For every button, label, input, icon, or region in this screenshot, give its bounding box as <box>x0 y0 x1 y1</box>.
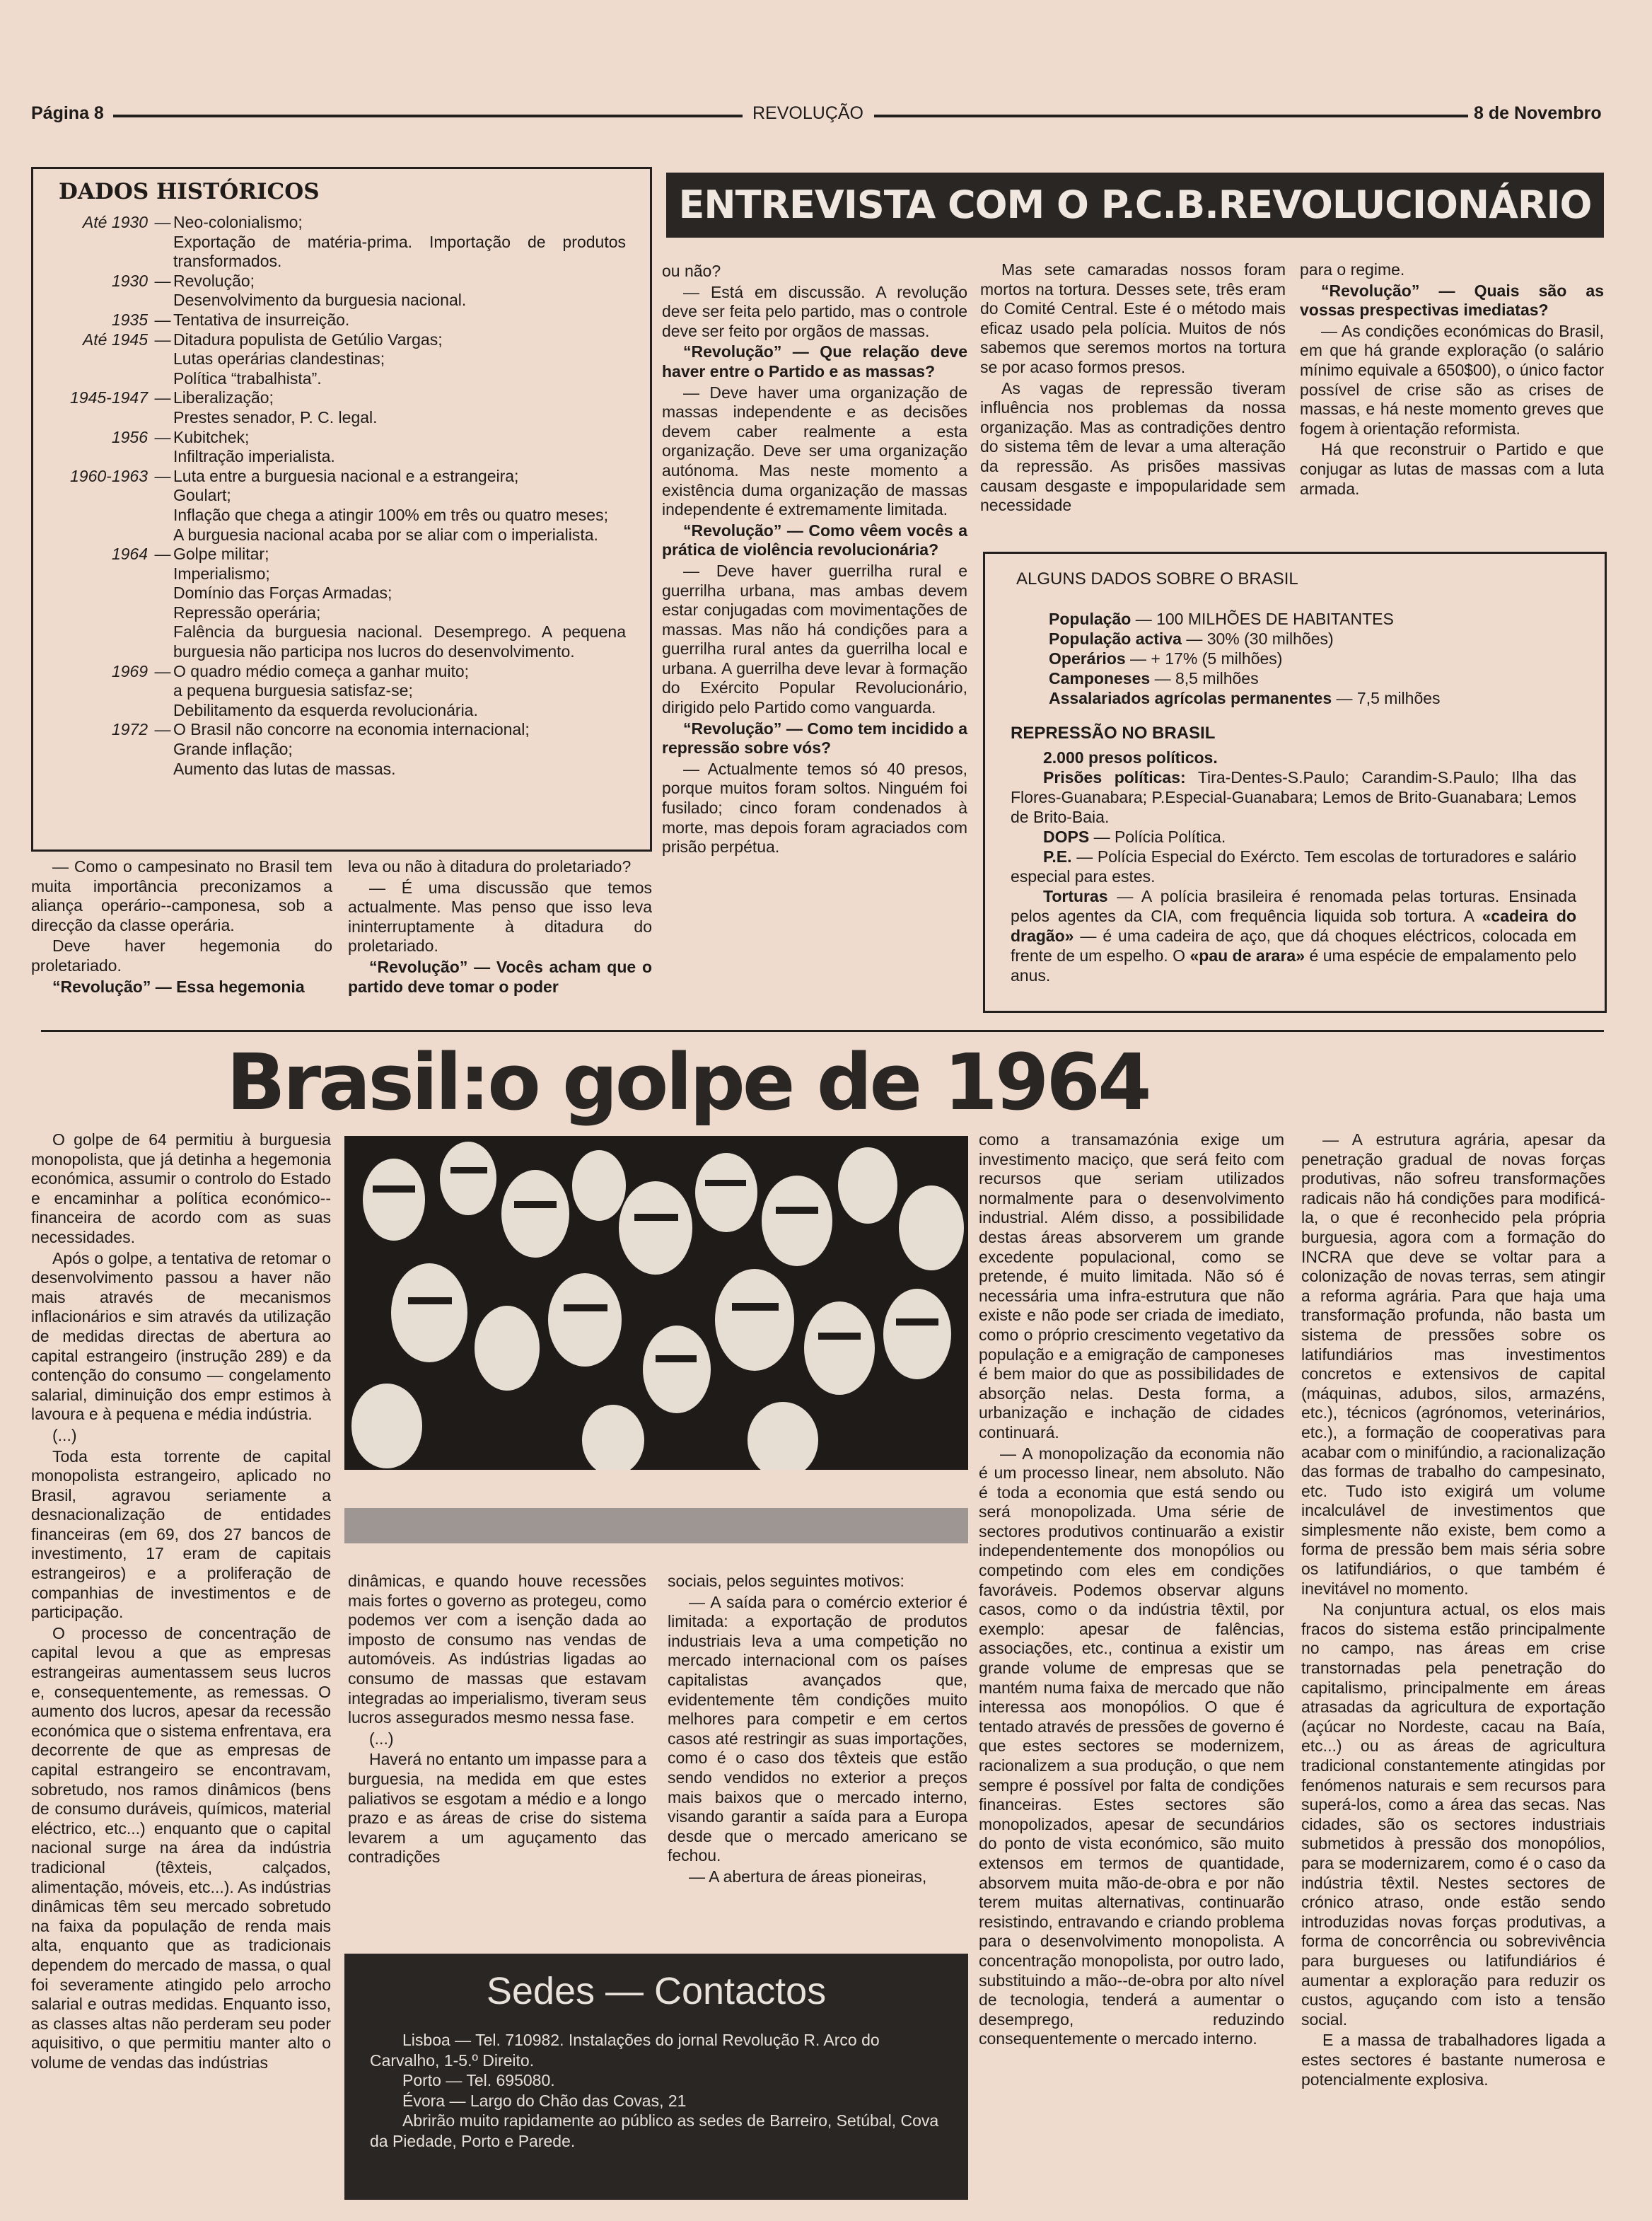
interview-paragraph: Deve haver hegemonia do proletariado. <box>31 936 332 975</box>
timeline-date: 1930 <box>111 271 148 290</box>
dops-text <box>1043 827 1226 847</box>
timeline-text <box>173 213 626 272</box>
coup-paragraph: — A monopolização da economia não é um processo linear, nem absoluto. Não é toda a economia que está sendo ou será monopolizada. Uma série de sectores produtivos continuarão a existir independentemente dos monopólios ou competindo com eles em condições favoráveis. Podemos observar alguns casos, como o da indústria têxtil, por exemplo: apesar de falências, associações, etc., continua a existir um grande volume de empresas que se mantém numa faixa de mercado que não interessa aos monopólios. O que é tentado através de pressões de governo é que estes sectores se modernizem, racionalizem a sua produção, o que nem sempre é possível por falta de condições financeiras. Estes sectores são monopolizados, apesar de secundários do ponto de vista económico, são muito extensos em termos de quantidade, absorvem muita mão-de-obra e por não terem muitas alternativas, continuarão resistindo, entravando e criando problema para o desenvolvimento monopolista. A concentração monopolista, por outro lado, substituindo a mão--de-obra por alto nível de tecnologia, tenderá a aumentar o desemprego, reduzindo consequentemente o mercado interno. <box>979 1444 1284 2048</box>
timeline-row <box>33 213 641 272</box>
timeline-line: Desenvolvimento da burguesia nacional. <box>173 291 467 310</box>
coup-paragraph: O golpe de 64 permitiu à burguesia monopolista, que já detinha a hegemonia económica, assumir o controlo do Estado e encaminhar a política económico--financeira de acordo com as suas necessidades. <box>31 1130 331 1246</box>
newspaper-name: REVOLUÇÃO <box>752 103 863 123</box>
interview-paragraph: — Está em discussão. A revolução deve ser feita pelo partido, mas o controle deve ser feito por orgãos de massas. <box>662 282 967 340</box>
interview-paragraph: — Deve haver uma organização de massas independente e as decisões devem caber realmente a esta organização. Deve ser uma organização autónoma. Mas neste momento a existência duma organização de massas independente é extremamente limitada. <box>662 383 967 519</box>
sedes-line: Lisboa — Tel. 710982. Instalações do jornal Revolução R. Arco do Carvalho, 1-5.º Direito. <box>370 2031 880 2070</box>
page-number: Página 8 <box>31 103 104 123</box>
timeline-line: Aumento das lutas de massas. <box>173 759 396 778</box>
stat-row <box>1049 609 1586 629</box>
stat-row <box>1049 629 1586 649</box>
timeline-line: Falência da burguesia nacional. Desemprego. A pequena burguesia não participa nos lucros do desenvolvimento. <box>173 622 626 661</box>
coup-col-3 <box>668 1572 967 1887</box>
historical-data-box <box>31 167 652 852</box>
timeline-row <box>33 388 641 427</box>
timeline-dash: — <box>154 388 171 407</box>
timeline-date: Até 1945 <box>82 330 148 349</box>
torture-text <box>1011 886 1576 985</box>
interview-paragraph: — É uma discussão que temos actualmente. Mas penso que isso leva ininterruptamente à ditadura do proletariado. <box>348 878 652 956</box>
sedes-line: Abrirão muito rapidamente ao público as sedes de Barreiro, Setúbal, Cova da Piedade, Porto e Parede. <box>370 2111 939 2150</box>
timeline-line: Liberalização; <box>173 388 274 407</box>
pau-de-arara-label: «pau de arara» <box>1189 946 1305 965</box>
sedes-contacts-box <box>344 1954 968 2200</box>
coup-paragraph: como a transamazónia exige um investimento maciço, que será feito com recursos que seriam utilizados normalmente para o desenvolvimento industrial. Além disso, a possibilidade destas áreas absorverem um grande excedente populacional, como se pretende, é muito limitada. Não só é necessária uma infra-estrutura que não existe e não pode ser criada de imediato, como o próprio crescimento vegetativo da população e a emigração de camponeses é bem maior do que as possibilidades de absorção nelas. Desta forma, a urbanização e inchação de cidades continuará. <box>979 1130 1284 1442</box>
timeline-dash: — <box>154 720 171 739</box>
timeline-line: Política “trabalhista”. <box>173 369 322 388</box>
timeline-row <box>33 311 641 330</box>
pe-label: P.E. <box>1043 847 1072 866</box>
interview-paragraph: — Como o campesinato no Brasil tem muita importância preconizamos a aliança operário--camponesa, sob a direcção da classe operária. <box>31 857 332 934</box>
prisons-text <box>1011 767 1576 827</box>
timeline-line: Prestes senador, P. C. legal. <box>173 407 378 427</box>
interview-banner: ENTREVISTA COM O P.C.B.REVOLUCIONÁRIO <box>666 173 1604 238</box>
timeline-text <box>173 330 626 389</box>
timeline-line: Golpe militar; <box>173 545 269 564</box>
timeline-line: Neo-colonialismo; <box>173 213 303 231</box>
coup-paragraph: O processo de concentração de capital levou a que as empresas estrangeiras aumentassem seus lucros e, consequentemente, as remessas. O aumento dos lucros, apesar da recessão económica que o sistema enfrentava, era decorrente de que as empresas de capital estrangeiro se encontravam, sobretudo, nos ramos dinâmicos (bens de consumo duráveis, químicos, material eléctrico, etc...) enquanto que o capital nacional surge na área da indústria tradicional (têxteis, calçados, alimentação, móveis, etc...). As indústrias dinâmicas têm seu mercado sobretudo na faixa da população de renda mais alta, enquanto que as tradicionais dependem do mercado de massa, o qual foi severamente atingido pelo arrocho salarial e outras medidas. Enquanto isso, as classes altas não perderam seu poder aquisitivo, o que permitiu manter alto o volume de vendas das indústrias <box>31 1623 331 2072</box>
timeline-text <box>173 428 626 467</box>
coup-paragraph: (...) <box>52 1425 77 1444</box>
interview-paragraph: Há que reconstruir o Partido e que conjugar as lutas de massas com a luta armada. <box>1300 440 1604 498</box>
stat-label: Camponeses <box>1049 669 1151 688</box>
coup-paragraph: sociais, pelos seguintes motivos: <box>668 1572 904 1590</box>
timeline-line: Goulart; <box>173 486 231 505</box>
timeline-line: Infiltração imperialista. <box>173 447 335 466</box>
interview-col-3 <box>662 262 967 857</box>
stat-value: — 7,5 milhões <box>1336 689 1441 707</box>
torture-label: Torturas <box>1043 887 1108 905</box>
timeline-row <box>33 330 641 389</box>
timeline-row <box>33 720 641 779</box>
pe-desc: — Polícia Especial do Exércto. Tem escolas de torturadores e salário especial para estes. <box>1011 847 1576 886</box>
sedes-line: Évora — Largo do Chão das Covas, 21 <box>402 2091 687 2110</box>
coup-paragraph: — A abertura de áreas pioneiras, <box>689 1867 927 1886</box>
timeline-line: Lutas operárias clandestinas; <box>173 349 385 369</box>
timeline-line: Luta entre a burguesia nacional e a estrangeira; <box>173 466 519 485</box>
timeline-date: 1935 <box>111 310 148 329</box>
interview-paragraph: ou não? <box>662 262 721 280</box>
timeline-line: A burguesia nacional acaba por se aliar com o imperialista. <box>173 525 598 544</box>
coup-paragraph: — A estrutura agrária, apesar da penetração gradual de novas forças produtivas, não sofreu transformações radicais não há condições para modificá-la, o que é reconhecido pela própria burguesia, agora com a formação do INCRA que deve se voltar para a colonização de novas terras, sem atingir a reforma agrária. Para que haja uma transformação profunda, não basta um sistema de pressões sobre os latifundiários mas investimentos concretos e extensivos de capital (máquinas, adubos, silos, armazéns, etc.), técnicos (agrónomos, veterinários, etc.), a formação de cooperativas para acabar com o minifúndio, a racionalização das formas de trabalho do campesinato, etc. Tudo isto exigirá um volume incalculável de investimentos que simplesmente não existe, bem como a forma de pressão bem mais séria sobre os latifundiários, o que também é inevitável no momento. <box>1301 1130 1605 1598</box>
coup-paragraph: (...) <box>369 1729 394 1748</box>
coup-paragraph: Após o golpe, a tentativa de retomar o desenvolvimento passou a haver não mais através de mecanismos inflacionários e sim através da utilização de medidas directas de abertura ao capital estrangeiro (instrução 289) e da contenção do consumo — congelamento salarial, diminuição dos empr estimos à lavoura e à pequena e média indústria. <box>31 1248 331 1424</box>
sedes-line: Porto — Tel. 695080. <box>402 2071 555 2089</box>
dragon-chair-label: «cadeira do dragão» <box>1011 907 1576 945</box>
timeline-dash: — <box>154 661 171 680</box>
timeline-dash: — <box>154 310 171 329</box>
dragon-chair-desc: — é uma cadeira de aço, que dá choques eléctricos, colocada em frente de um espelho. O <box>1011 927 1576 965</box>
timeline-dash: — <box>154 545 171 564</box>
timeline-dash: — <box>154 466 171 485</box>
coup-col-5 <box>1301 1130 1605 2089</box>
timeline-dash: — <box>154 427 171 446</box>
pe-text <box>1011 847 1576 886</box>
timeline-line: Repressão operária; <box>173 603 321 622</box>
timeline-line: Revolução; <box>173 271 255 290</box>
interview-paragraph: “Revolução” — Como tem incidido a repressão sobre vós? <box>662 719 967 758</box>
dops-label: DOPS <box>1043 828 1090 846</box>
timeline-date: 1960-1963 <box>70 466 148 485</box>
coup-col-2 <box>348 1572 646 1867</box>
timeline-line: Inflação que chega a atingir 100% em três ou quatro meses; <box>173 505 608 524</box>
interview-paragraph: “Revolução” — Como vêem vocês a prática de violência revolucionária? <box>662 521 967 559</box>
timeline-line: O quadro médio começa a ganhar muito; <box>173 661 470 680</box>
timeline-line: Kubitchek; <box>173 427 250 446</box>
sedes-title: Sedes — Contactos <box>486 1970 827 2012</box>
stat-label: População <box>1049 610 1132 628</box>
interview-paragraph: As vagas de repressão tiveram influência nos problemas da nossa organização. Mas as contradições dentro do sistema têm de levar a uma alteração da repressão. As prisões massivas causam desgaste e impopularidade sem necessidade <box>980 378 1286 515</box>
timeline-text <box>173 545 626 662</box>
timeline-line: Domínio das Forças Armadas; <box>173 584 392 603</box>
section-divider <box>41 1030 1604 1032</box>
timeline-date: 1956 <box>111 427 148 446</box>
prisons-label: Prisões políticas: <box>1043 768 1186 787</box>
interview-paragraph: — As condições económicas do Brasil, em que há grande exploração (o salário mínimo equivale a 650$00), o único factor possível de crise são as crises de massas, e há neste momento greves que fogem à orientação reformista. <box>1300 321 1604 438</box>
brazil-stats <box>1049 609 1586 708</box>
timeline-line: a pequena burguesia satisfaz-se; <box>173 681 413 700</box>
timeline-line: Tentativa de insurreição. <box>173 310 350 329</box>
stat-value: — 100 MILHÕES DE HABITANTES <box>1135 610 1394 628</box>
timeline-date: 1964 <box>111 545 148 564</box>
stat-row <box>1049 649 1586 668</box>
interview-col-5 <box>1300 260 1604 499</box>
interview-paragraph: — Deve haver guerrilha rural e guerrilha urbana, mas ambas devem estar conjugadas com movimentações de massas. Mas não há condições para a guerrilha rural antes da guerrilha local e urbana. A guerrilha deve levar à formação do Exército Popular Revolucionário, dirigido pelo Partido como vanguarda. <box>662 561 967 717</box>
timeline-row <box>33 662 641 721</box>
timeline-text <box>173 311 626 330</box>
timeline-text <box>173 388 626 427</box>
coup-paragraph: dinâmicas, e quando houve recessões mais fortes o governo as protegeu, como podemos ver com a isenção dada ao imposto de consumo nas vendas de automóveis. As indústrias ligadas ao consumo de massas que estavam integradas ao imperialismo, tiveram seus lucros assegurados mesmo nessa fase. <box>348 1572 646 1727</box>
stat-label: Assalariados agrícolas permanentes <box>1049 689 1332 707</box>
repression-title: REPRESSÃO NO BRASIL <box>1011 724 1216 743</box>
timeline-line: Exportação de matéria-prima. Importação de produtos transformados. <box>173 232 626 271</box>
coup-paragraph: Haverá no entanto um impasse para a burguesia, na medida em que estes paliativos se esgotam a médio e a longo prazo e as áreas de crise do sistema levarem a um aguçamento das contradições <box>348 1750 646 1867</box>
pau-de-arara-desc: é uma espécie de empalamento pelo anus. <box>1011 946 1577 985</box>
brazil-data-title: ALGUNS DADOS SOBRE O BRASIL <box>1016 569 1298 588</box>
timeline-date: 1945-1947 <box>70 388 148 407</box>
interview-paragraph: “Revolução” — Essa hegemonia <box>52 977 305 996</box>
stat-value: — 8,5 milhões <box>1154 669 1259 688</box>
timeline-line: Ditadura populista de Getúlio Vargas; <box>173 330 443 349</box>
interview-paragraph: “Revolução” — Que relação deve haver entre o Partido e as massas? <box>662 342 967 381</box>
timeline-text <box>173 720 626 779</box>
timeline-text <box>173 467 626 545</box>
coup-paragraph: Na conjuntura actual, os elos mais fracos do sistema estão principalmente no campo, nas áreas em crise transtornadas pela penetração do capitalismo, principalmente em áreas atrasadas da agricultura de exportação (açúcar no Nordeste, cacau na Baía, etc...) ou as áreas de agricultura tradicional constantemente atingidas por fenómenos naturais e sem recursos para superá-los, como a área das secas. Nas cidades, são os sectores industriais submetidos à pressão dos monopólios, para se modernizarem, como é o caso da indústria têxtil. Nestes sectores de crónico atraso, onde estão sendo introduzidas novas forças produtivas, a forma de concorrência ou sobrevivência para burgueses ou latifundiários é aumentar a exploração para reduzir os custos, aguçando com isto a tensão social. <box>1301 1600 1605 2029</box>
brazil-data-box <box>983 552 1607 1013</box>
timeline-date: 1969 <box>111 661 148 680</box>
historical-timeline <box>33 213 641 779</box>
timeline-date: Até 1930 <box>82 213 148 231</box>
coup-col-4 <box>979 1130 1284 2049</box>
interview-paragraph: “Revolução” — Vocês acham que o partido deve tomar o poder <box>348 957 652 996</box>
timeline-line: O Brasil não concorre na economia internacional; <box>173 720 530 739</box>
timeline-row <box>33 467 641 545</box>
timeline-dash: — <box>154 330 171 349</box>
coup-col-1 <box>31 1130 331 2073</box>
stat-row <box>1049 688 1586 708</box>
timeline-line: Imperialismo; <box>173 564 270 583</box>
interview-paragraph: leva ou não à ditadura do proletariado? <box>348 857 632 876</box>
interview-paragraph: Mas sete camaradas nossos foram mortos na tortura. Desses sete, três eram do Comité Central. Este é o método mais eficaz usado pela polícia. Muitos de nós sabemos que seremos mortos na tortura se por acaso formos presos. <box>980 260 1286 376</box>
interview-col-4 <box>980 260 1286 516</box>
sedes-lines <box>370 2030 950 2151</box>
coup-title: Brasil:o golpe de 1964 <box>226 1037 1149 1127</box>
interview-paragraph: para o regime. <box>1300 260 1405 279</box>
timeline-text <box>173 272 626 311</box>
issue-date: 8 de Novembro <box>1474 103 1602 123</box>
stat-value: — 30% (30 milhões) <box>1186 630 1334 648</box>
coup-paragraph: — A saída para o comércio exterior é limitada: a exportação de produtos industriais leva a uma competição no mercado internacional com os países capitalistas avançados que, evidentemente têm condições muito melhores para competir e em certos casos até restringir as suas importações, como é o caso dos têxteis que estão sendo vendidos no exterior a preços mais baixos que o mercado interno, visando garantir a saída para a Europa desde que o mercado americano se fechou. <box>668 1592 967 1865</box>
stat-row <box>1049 668 1586 688</box>
dops-desc: — Polícia Política. <box>1093 828 1226 846</box>
header-rule <box>874 115 1468 117</box>
historical-title: DADOS HISTÓRICOS <box>59 179 320 204</box>
timeline-line: Debilitamento da esquerda revolucionária. <box>173 700 478 719</box>
timeline-line: Grande inflação; <box>173 740 293 759</box>
timeline-dash: — <box>154 213 171 231</box>
timeline-row <box>33 428 641 467</box>
header-rule <box>113 115 743 117</box>
timeline-text <box>173 662 626 721</box>
interview-paragraph: — Actualmente temos só 40 presos, porque muitos foram soltos. Ninguém foi fusilado; cinco foram condenados à morte, mas depois foram agraciados com prisão perpétua. <box>662 759 967 857</box>
stat-value: — + 17% (5 milhões) <box>1130 649 1283 668</box>
stat-label: População activa <box>1049 630 1182 648</box>
crowd-photo-image <box>344 1136 968 1470</box>
timeline-row <box>33 545 641 662</box>
stat-label: Operários <box>1049 649 1126 668</box>
coup-paragraph: E a massa de trabalhadores ligada a estes sectores é bastante numerosa e potencialmente explosiva. <box>1301 2031 1605 2089</box>
timeline-dash: — <box>154 271 171 290</box>
political-prisoners: 2.000 presos políticos. <box>1043 748 1218 767</box>
timeline-row <box>33 272 641 311</box>
coup-paragraph: Toda esta torrente de capital monopolista estrangeiro, aplicado no Brasil, agravou seriamente a desnacionalização de entidades financeiras (em 69, dos 27 bancos de investimento, 17 eram de capitais estrangeiros) e a proliferação de companhias de investimentos e de participação. <box>31 1446 331 1622</box>
crowd-photo <box>344 1136 968 1470</box>
interview-col-2 <box>348 857 652 997</box>
torture-desc: — A polícia brasileira é renomada pelas torturas. Ensinada pelos agentes da CIA, com frequência liquida sob tortura. A <box>1011 887 1577 925</box>
interview-paragraph: “Revolução” — Quais são as vossas prespectivas imediatas? <box>1300 281 1604 320</box>
prisons-list: Tira-Dentes-S.Paulo; Carandim-S.Paulo; Ilha das Flores-Guanabara; P.Especial-Guanabara; Lemos de Brito-Guanabara; Lemos de Brito-Baia. <box>1011 768 1577 826</box>
interview-col-1 <box>31 857 332 997</box>
photo-caption-bar <box>344 1508 968 1543</box>
timeline-date: 1972 <box>111 720 148 739</box>
